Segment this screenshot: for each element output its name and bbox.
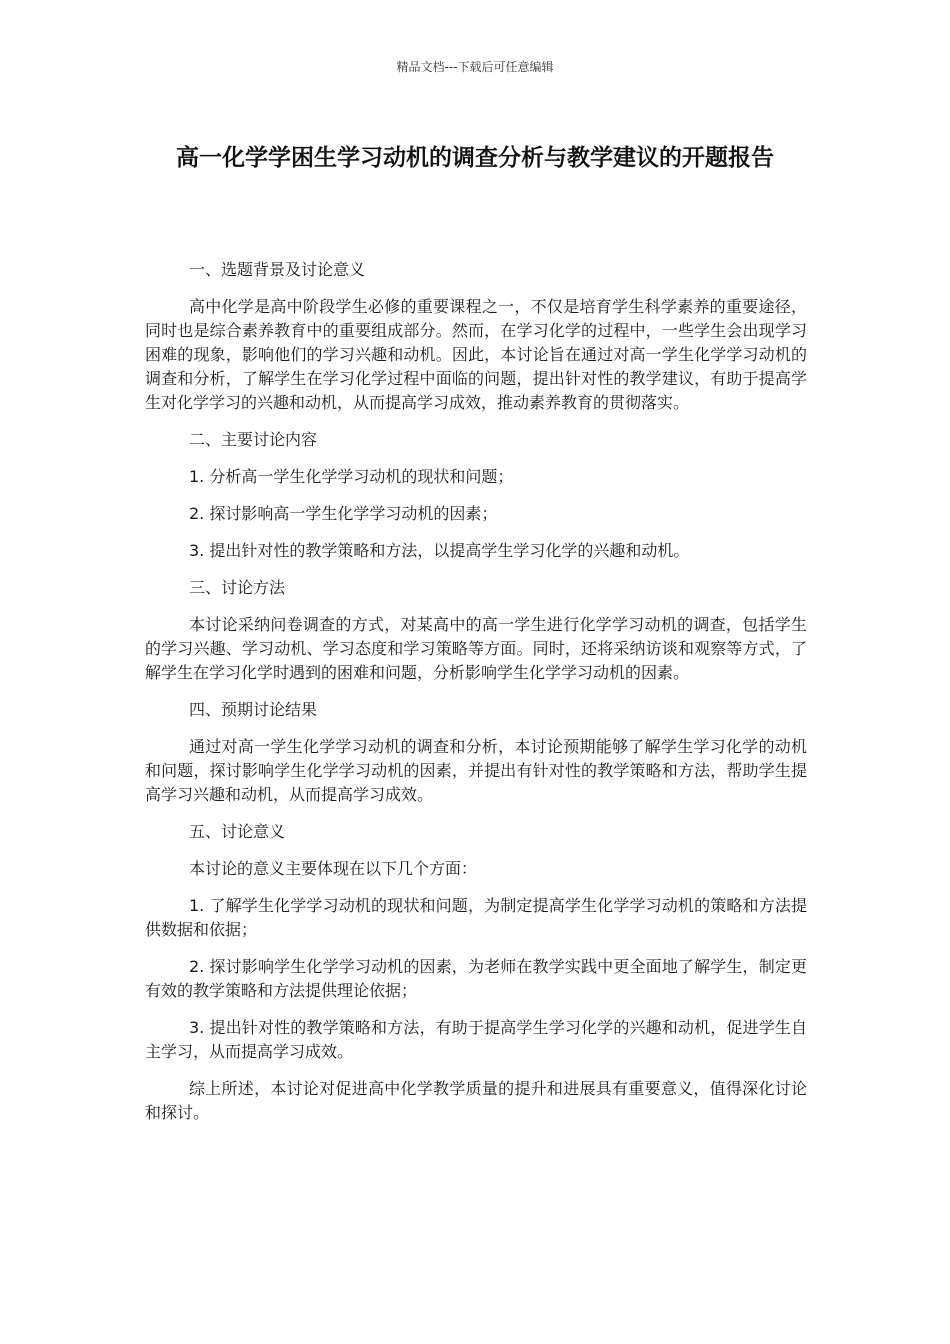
paragraph-conclusion: 综上所述，本讨论对促进高中化学教学质量的提升和进展具有重要意义，值得深化讨论和探讨。 [145, 1079, 807, 1122]
list-item: 1. 了解学生化学学习动机的现状和问题，为制定提高学生化学学习动机的策略和方法提供数据和依据； [145, 896, 807, 939]
section-heading-content: 二、主要讨论内容 [189, 430, 318, 449]
paragraph-method: 本讨论采纳问卷调查的方式，对某高中的高一学生进行化学学习动机的调查，包括学生的学习兴趣、学习动机、学习态度和学习策略等方面。同时，还将采纳访谈和观察等方式，了解学生在学习化学时遇到的困难和问题，分析影响学生化学学习动机的因素。 [145, 615, 807, 682]
section-heading-background: 一、选题背景及讨论意义 [189, 260, 366, 279]
document-title: 高一化学学困生学习动机的调查分析与教学建议的开题报告 [176, 145, 774, 171]
list-item: 2. 探讨影响学生化学学习动机的因素，为老师在教学实践中更全面地了解学生，制定更有效的教学策略和方法提供理论依据； [145, 957, 807, 1000]
list-item: 3. 提出针对性的教学策略和方法，有助于提高学生学习化学的兴趣和动机，促进学生自主学习，从而提高学习成效。 [145, 1018, 807, 1061]
list-item: 3. 提出针对性的教学策略和方法，以提高学生学习化学的兴趣和动机。 [189, 541, 690, 560]
paragraph-significance-intro: 本讨论的意义主要体现在以下几个方面： [189, 859, 478, 878]
paragraph-background: 高中化学是高中阶段学生必修的重要课程之一，不仅是培育学生科学素养的重要途径，同时也是综合素养教育中的重要组成部分。然而，在学习化学的过程中，一些学生会出现学习困难的现象，影响他们的学习兴趣和动机。因此，本讨论旨在通过对高一学生化学学习动机的调查和分析，了解学生在学习化学过程中面临的问题，提出针对性的教学建议，有助于提高学生对化学学习的兴趣和动机，从而提高学习成效，推动素养教育的贯彻落实。 [145, 297, 807, 412]
section-heading-method: 三、讨论方法 [189, 578, 286, 597]
list-item: 2. 探讨影响高一学生化学学习动机的因素； [189, 504, 498, 523]
list-item: 1. 分析高一学生化学学习动机的现状和问题； [189, 467, 514, 486]
header-note: 精品文档---下载后可任意编辑 [396, 60, 554, 74]
paragraph-results: 通过对高一学生化学学习动机的调查和分析，本讨论预期能够了解学生学习化学的动机和问题，探讨影响学生化学学习动机的因素，并提出有针对性的教学策略和方法，帮助学生提高学习兴趣和动机，从而提高学习成效。 [145, 737, 807, 804]
section-heading-significance: 五、讨论意义 [189, 822, 286, 841]
section-heading-results: 四、预期讨论结果 [189, 700, 318, 719]
document-body [145, 258, 807, 1138]
